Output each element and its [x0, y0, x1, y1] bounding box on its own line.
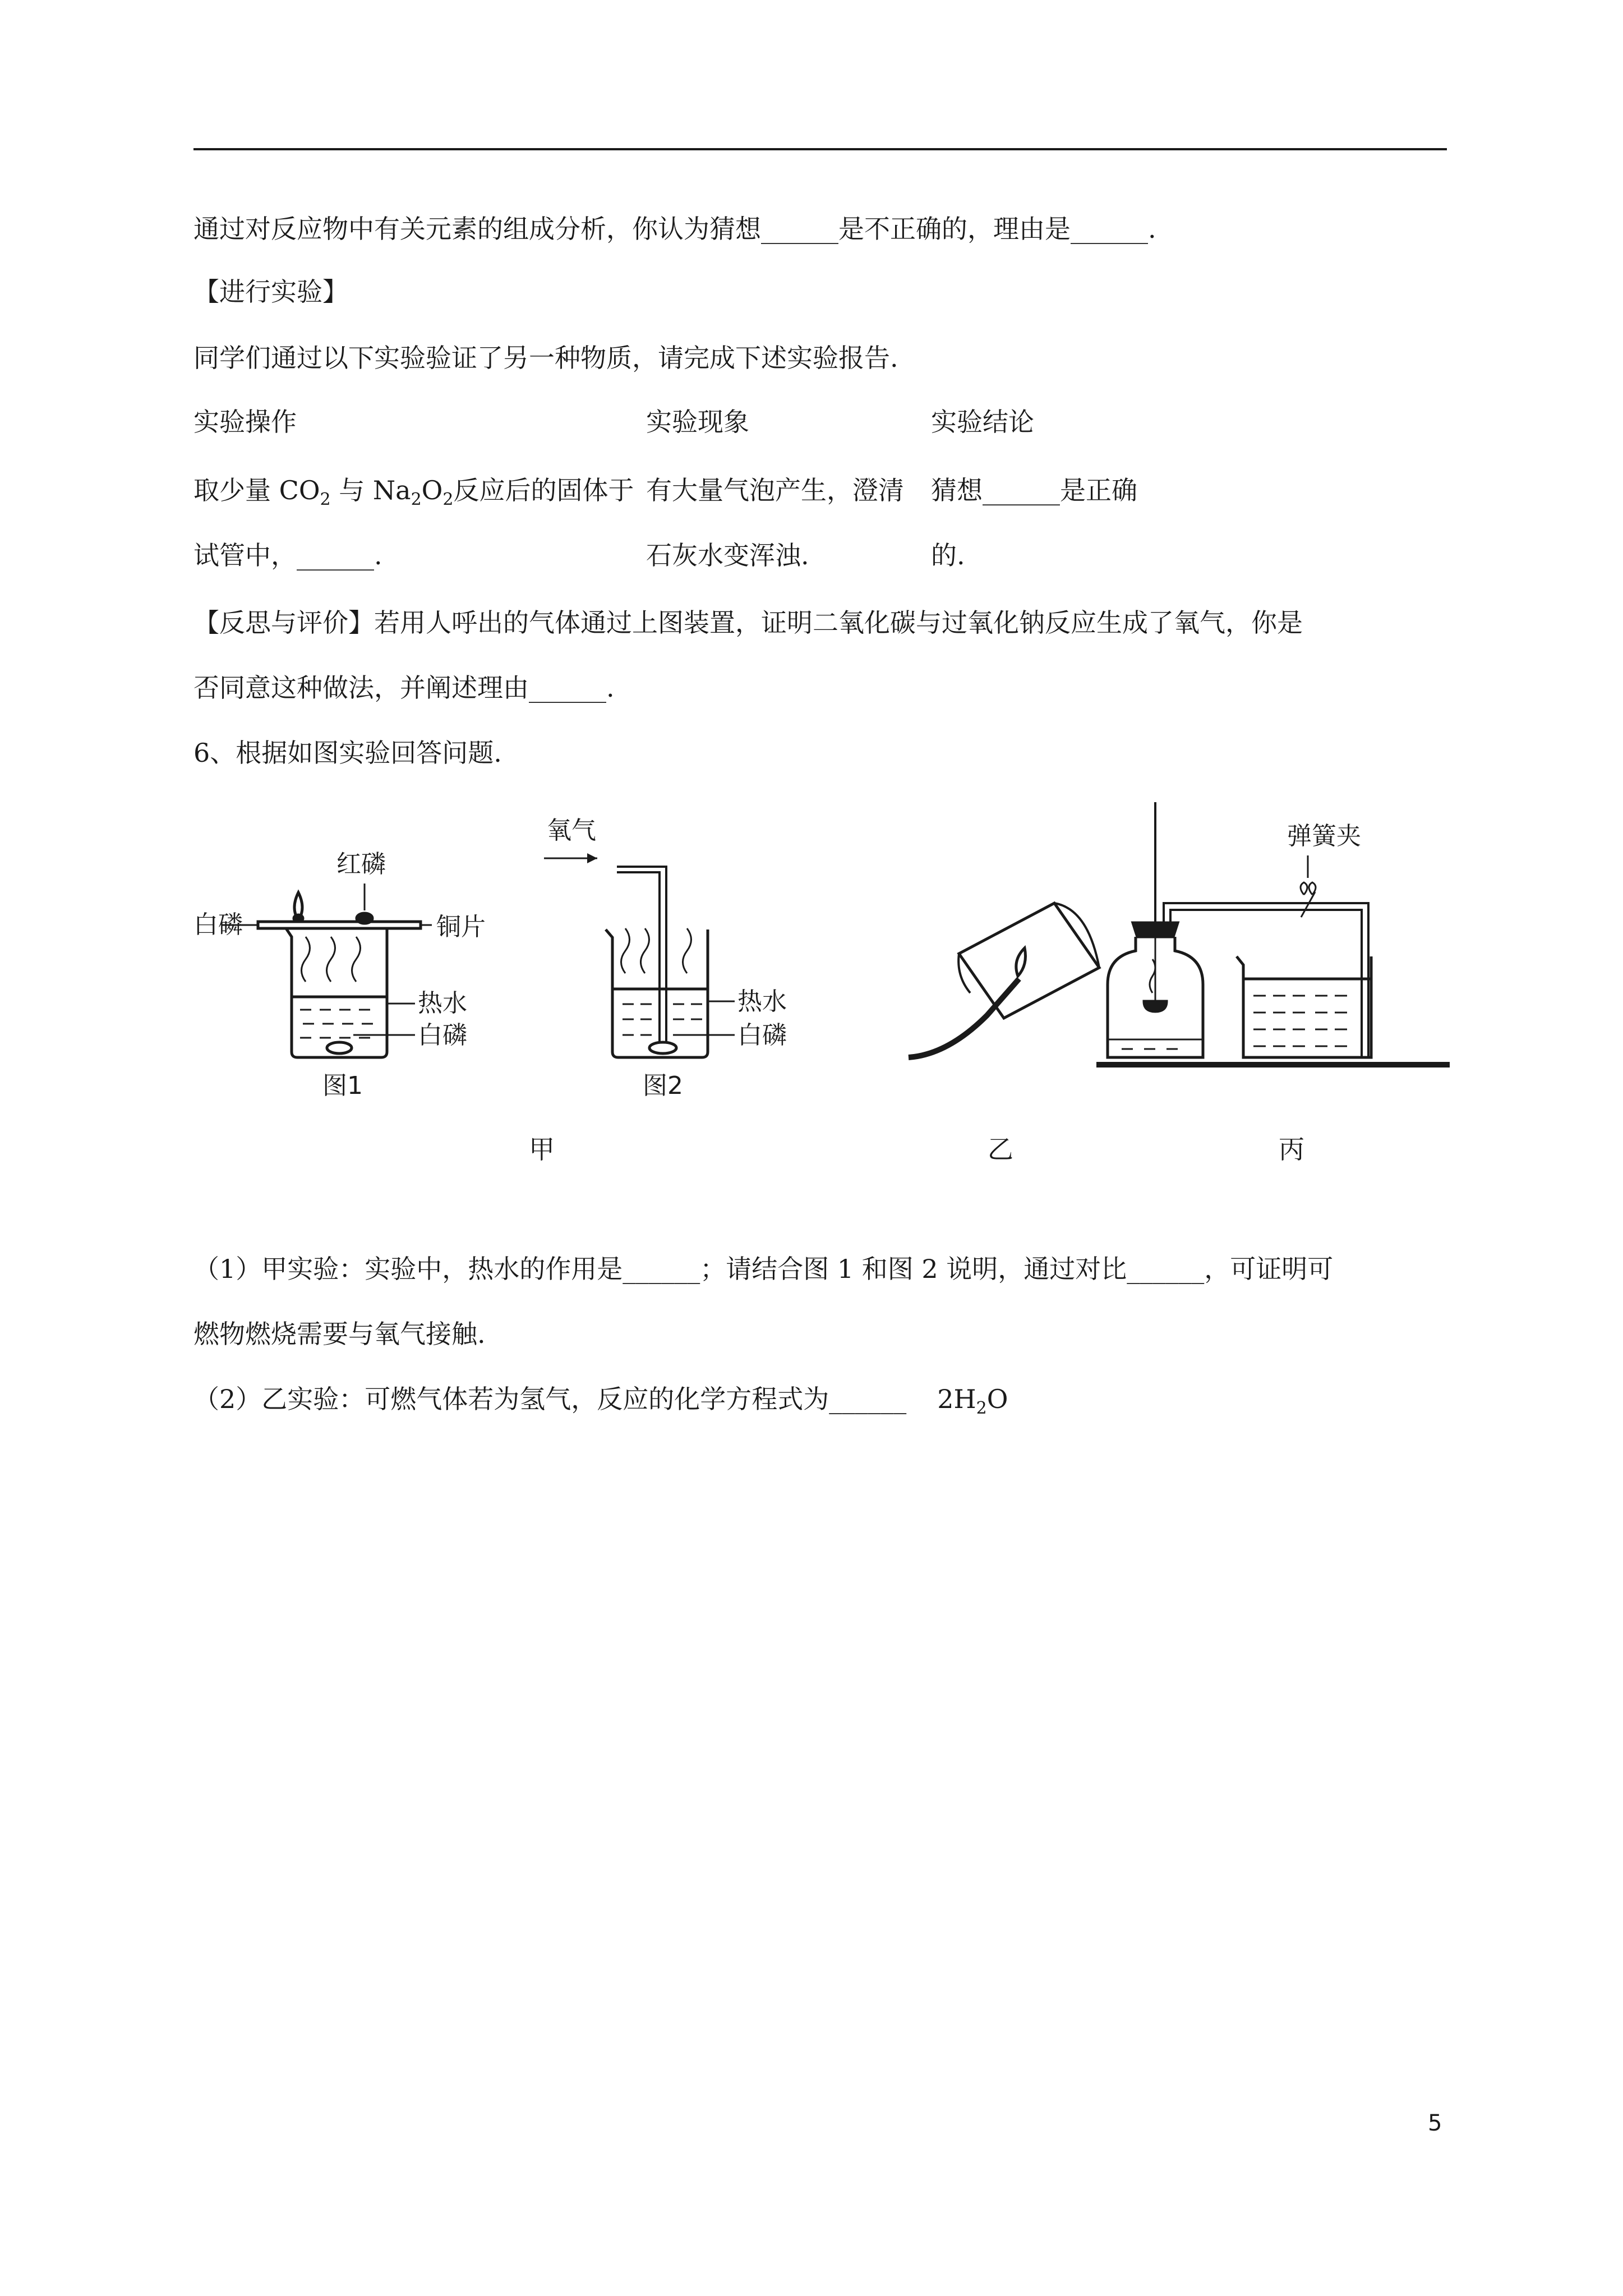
- fig1-caption: 图1: [322, 1071, 363, 1100]
- fig2-caption: 图2: [643, 1071, 683, 1100]
- figure-1-burning-phosphorus: [193, 850, 486, 1100]
- question-2: （2）乙实验：可燃气体若为氢气，反应的化学方程式为______ $2H_2O$: [193, 1384, 1008, 1418]
- fig1-steam-3: [352, 937, 361, 982]
- fig2-water-dashes: [623, 1004, 702, 1035]
- fig2-beaker: [606, 930, 708, 1057]
- label-bing: 丙: [1279, 1134, 1304, 1165]
- fig2-steam-3: [683, 928, 691, 973]
- table-header-phenomenon: 实验现象: [646, 407, 749, 437]
- experiment-figure: [179, 788, 1469, 1175]
- bing-stopper: [1133, 923, 1178, 937]
- bing-combustion-spoon: [1144, 1001, 1166, 1011]
- fig1-red-phosphorus: [357, 913, 372, 923]
- table-header-operation: 实验操作: [193, 407, 297, 437]
- question-1-line-2: 燃物燃烧需要与氧气接触.: [193, 1319, 486, 1349]
- fig2-label-white-phosphorus: 白磷: [737, 1021, 787, 1050]
- table-row2-phenomenon: 石灰水变浑浊.: [646, 540, 809, 570]
- fig1-label-red-phosphorus: 红磷: [336, 850, 386, 878]
- fig2-steam-1: [621, 928, 630, 973]
- fig1-label-hot-water: 热水: [418, 989, 467, 1018]
- label-yi: 乙: [988, 1134, 1013, 1165]
- fig1-water-dashes: [300, 1010, 373, 1038]
- table-header-conclusion: 实验结论: [931, 407, 1034, 437]
- page-number: 5: [1428, 2110, 1442, 2136]
- fig2-label-oxygen: 氧气: [547, 816, 596, 845]
- header-rule: [193, 148, 1447, 150]
- fig1-label-copper: 铜片: [436, 913, 486, 941]
- yi-inverted-beaker: [959, 903, 1099, 1018]
- experiment-intro-line: 同学们通过以下实验验证了另一种物质，请完成下述实验报告.: [193, 343, 898, 373]
- guess-analysis-line: 通过对反应物中有关元素的组成分析，你认为猜想______是不正确的，理由是______.: [193, 214, 1156, 244]
- fig1-white-phosphorus-bottom: [327, 1042, 352, 1053]
- reflection-line-2: 否同意这种做法，并阐述理由______.: [193, 673, 615, 703]
- fig2-label-hot-water: 热水: [737, 987, 787, 1016]
- bing-label-clamp: 弹簧夹: [1287, 822, 1361, 850]
- figure-2-oxygen-phosphorus: [544, 816, 787, 1100]
- reflection-line-1: 【反思与评价】若用人呼出的气体通过上图装置，证明二氧化碳与过氧化钠反应生成了氧气，你是: [193, 608, 1303, 638]
- bing-beaker: [1237, 956, 1371, 1057]
- bing-spring-clamp: [1301, 882, 1316, 917]
- label-jia: 甲: [529, 1134, 555, 1165]
- fig1-steam-2: [327, 937, 335, 982]
- section-heading-experiment: 【进行实验】: [193, 277, 348, 307]
- fig2-steam-2: [641, 928, 649, 973]
- figure-yi-gas-combustion: [909, 903, 1099, 1057]
- table-row1-phenomenon: 有大量气泡产生，澄清: [646, 475, 904, 505]
- yi-flame: [1016, 948, 1026, 976]
- table-row2-conclusion: 的.: [931, 540, 965, 570]
- fig1-label-white-phosphorus-bottom: 白磷: [418, 1021, 467, 1050]
- figure-bing-bottle-apparatus: [1096, 802, 1450, 1065]
- fig2-tube-inner: [617, 872, 660, 1052]
- fig1-copper-plate: [258, 922, 421, 928]
- fig1-white-phosphorus-top: [294, 915, 303, 922]
- fig1-label-white-phosphorus-top: 白磷: [193, 910, 243, 939]
- fig2-white-phosphorus: [649, 1042, 676, 1053]
- question-1-line-1: （1）甲实验：实验中，热水的作用是______；请结合图 1 和图 2 说明，通过对比______，可证明可: [193, 1254, 1334, 1284]
- bing-connecting-tube-inner: [1170, 910, 1362, 1057]
- table-row1-conclusion: 猜想______是正确: [931, 475, 1137, 505]
- fig1-steam-1: [302, 937, 310, 982]
- fig2-arrow-head: [587, 853, 597, 863]
- table-row2-operation: 试管中，______.: [193, 540, 382, 570]
- experiment-figure-svg: [179, 788, 1469, 1175]
- table-row1-operation: 取少量 $CO_2$ 与 $Na_2O_2$反应后的固体于: [193, 475, 634, 509]
- question-6: 6、根据如图实验回答问题.: [193, 738, 502, 768]
- bing-beaker-water-dashes: [1253, 996, 1347, 1046]
